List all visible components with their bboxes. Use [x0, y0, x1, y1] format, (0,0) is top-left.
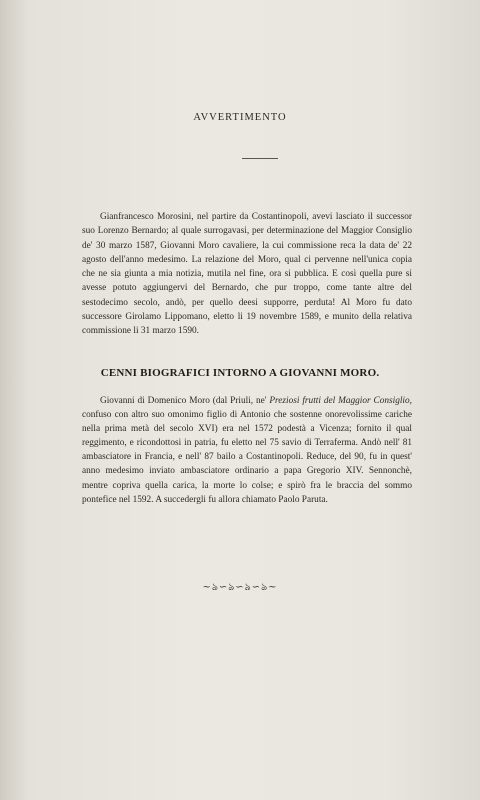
biography-text-1: Giovanni di Domenico Moro (dal Priuli, ne': [100, 396, 270, 406]
ornament-divider: ~ঌ∽ঌ∽ঌ∽ঌ~: [202, 582, 278, 593]
intro-paragraph: Gianfrancesco Morosini, nel partire da Costantinopoli, avevi lasciato il successor suo Lorenzo Bernardo; al quale surrogavasi, per determinazione del Maggior Consiglio de' 30 marzo 1587, Giovanni Moro cavaliere, la cui commissione reca la data de' 22 agosto dell'anno medesimo. La relazione del Moro, qual ci pervenne nell'unica copia che ne sia giunta a mia notizia, mutila nel fine, ora si pubblica. E così quella pure si avesse potuto aggiungervi del Bernardo, che pur troppo, come tante altre del sestodecimo secolo, andò, per quello deesi supporre, perduta! Al Moro fu dato successore Girolamo Lippomano, eletto li 19 novembre 1589, e munito della relativa commissione li 31 marzo 1590.: [82, 212, 412, 337]
biography-paragraph: [82, 394, 412, 507]
bleed-through-title: [270, 336, 283, 371]
section-heading: CENNI BIOGRAFICI INTORNO A GIOVANNI MORO.: [100, 367, 380, 379]
biography-italic-title: Preziosi frutti del Maggior Consiglio: [269, 396, 410, 406]
heading-rule: [242, 158, 278, 159]
biography-text-2: , confuso con altro suo omonimo figlio di Antonio che sostenne onorevolissime cariche nella prima metà del secolo XVI) era nel 1572 podestà a Vicenza; fornito il qual reggimento, e ricondottosi in patria, fu eletto nel 75 savio di Terraferma. Andò nell' 81 ambasciatore in Francia, e nell' 87 bailo a Costantinopoli. Reduce, del 90, fu in quest' anno medesimo inviato ambasciatore ordinario a papa Gregorio XIV. Sennonchè, mentre copriva quella carica, la morte lo colse; e spirò fra le braccia del sommo pontefice nel 1592. A succedergli fu allora chiamato Paolo Paruta.: [82, 396, 412, 505]
bleed-through-line: [80, 88, 430, 102]
page-heading: AVVERTIMENTO: [193, 112, 287, 123]
